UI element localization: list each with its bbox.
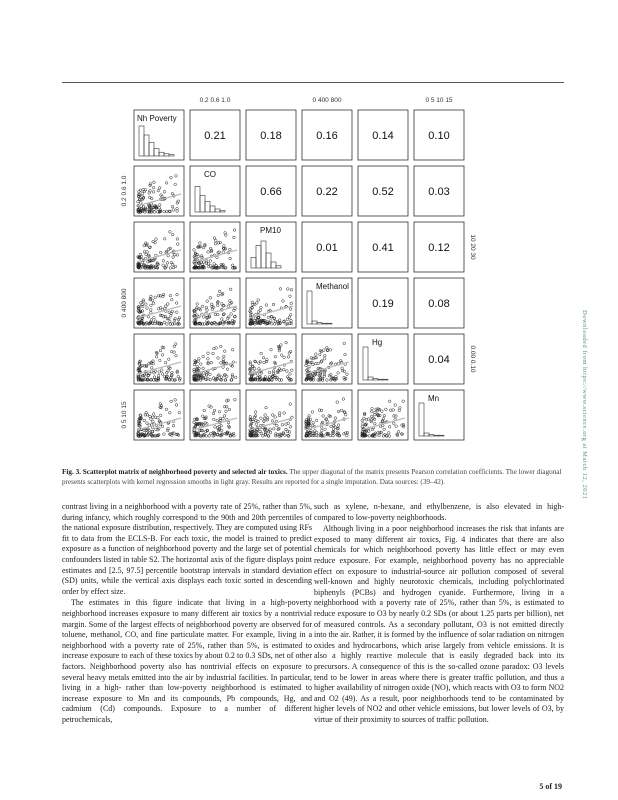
right-paragraph-1: such as xylene, n-hexane, and ethylbenzene, is also elevated in high- compared to low-poverty neighborhoods.: [314, 502, 564, 522]
matrix-panel: [190, 278, 240, 328]
variable-label: Nh Poverty: [137, 114, 177, 123]
scatterplot-matrix: [118, 92, 476, 460]
right-paragraph-2: Although living in a poor neighborhood increases the risk that infants are exposed to many different air toxics, Fig. 4 indicates that there are also chemicals for which neighborhood poverty has little effect or may even reduce exposure. For example, neighborhood poverty has no appreciable effect on exposure to industrial-source air pollution composed of several well-known and highly neurotoxic chemicals, including polychlorinated biphenyls (PCBs) and hydrogen cyanide. Furthermore, living in a neighborhood with a poverty rate of 25%, rather than 5%, is estimated to reduce exposure to O3 by nearly 0.2 SDs (or about 1.25 parts per billion), net of measured controls. As a secondary pollutant, O3 is not emitted directly into the air. Rather, it is formed by the influence of solar radiation on nitrogen oxides and hydrocarbons, which arise largely from vehicle emissions. It is also a highly reactive molecule that is easily degraded back into its precursors. A consequence of this is the so-called ozone paradox: O3 levels tend to be lower in areas where there is greater traffic pollution, and thus a higher availability of nitrogen oxide (NO), which reacts with O3 to form NO2 and O2 (49). As a result, poor neighborhoods tend to be contaminated by higher levels of NO2 and other vehicle emissions, but lower levels of O3, by virtue of their proximity to sources of traffic pollution.: [314, 524, 564, 724]
right-axis-ticks: 0.00 0.10: [469, 345, 476, 373]
correlation-value: 0.22: [316, 186, 338, 198]
download-watermark: Downloaded from https://www.science.org at March 12, 2021: [581, 310, 588, 500]
left-column: [62, 502, 312, 726]
page-number: 5 of 19: [539, 782, 562, 791]
variable-label: Methanol: [316, 282, 349, 291]
caption-label: Fig. 3. Scatterplot matrix of neighborhood poverty and selected air toxics.: [62, 468, 288, 476]
correlation-value: 0.01: [316, 242, 338, 254]
variable-label: Hg: [372, 338, 383, 347]
correlation-value: 0.66: [260, 186, 282, 198]
correlation-value: 0.21: [204, 130, 226, 142]
correlation-value: 0.03: [428, 186, 450, 198]
variable-label: CO: [204, 170, 216, 179]
left-axis-ticks: 0 5 10 15: [121, 401, 128, 429]
correlation-value: 0.10: [428, 130, 450, 142]
variable-label: Mn: [428, 394, 440, 403]
matrix-panel: [134, 222, 184, 272]
left-paragraph-2: The estimates in this figure indicate that living in a high-poverty neighborhood increases exposure to many different air toxics by a nontrivial margin. Some of the largest effects of neighborhood poverty are observed for toluene, methanol, CO, and fine particulate matter. For example, living in a neighborhood with a poverty rate of 25%, rather than 5%, is estimated to increase exposure to each of these toxics by about 0.2 to 0.3 SDs, net of other factors. Neighborhood poverty also has nontrivial effects on exposure to several heavy metals emitted into the air by industrial facilities. In particular, living in a high- rather than low-poverty neighborhood is estimated to increase exposure to Mn and its compounds, Pb compounds, Hg, and cadmium (Cd) compounds. Exposure to a number of different petrochemicals,: [62, 598, 312, 724]
left-axis-ticks: 0.2 0.6 1.0: [121, 175, 128, 207]
left-paragraph-1: contrast living in a neighborhood with a poverty rate of 25%, rather than 5%, during infancy, which roughly correspond to the 90th and 20th percentiles of the national exposure distribution, respectively. They are computed using RFs fit to data from the ECLS-B. For each toxic, the model is trained to predict exposure as a function of neighborhood poverty and the large set of potential confounders listed in table S2. The horizontal axis of the figure displays point estimates and [2.5, 97.5] percentile bootstrap intervals in standard deviation (SD) units, while the vertical axis displays each toxic sorted in descending order by effect size.: [62, 502, 312, 596]
right-axis-ticks: 10 20 30: [469, 234, 476, 260]
header-rule: [62, 82, 564, 83]
top-axis-ticks: 0 5 10 15: [425, 97, 453, 104]
matrix-panel: [358, 334, 408, 384]
correlation-value: 0.41: [372, 242, 394, 254]
correlation-value: 0.52: [372, 186, 394, 198]
correlation-value: 0.04: [428, 354, 450, 366]
correlation-value: 0.12: [428, 242, 450, 254]
caption-text: The upper diagonal of the matrix presents Pearson correlation coefficients. The lower diagonal presents scatterplots with kernel regression smooths in light gray. Results are reported for a single imputation. Data sources: (39–42).: [62, 468, 562, 486]
right-column: [314, 502, 564, 726]
correlation-value: 0.08: [428, 298, 450, 310]
correlation-value: 0.16: [316, 130, 338, 142]
correlation-value: 0.14: [372, 130, 394, 142]
correlation-value: 0.18: [260, 130, 282, 142]
variable-label: PM10: [260, 226, 281, 235]
figure-caption: [62, 467, 578, 487]
top-axis-ticks: 0 400 800: [312, 97, 342, 104]
correlation-value: 0.19: [372, 298, 394, 310]
left-axis-ticks: 0 400 800: [121, 288, 128, 318]
top-axis-ticks: 0.2 0.6 1.0: [199, 97, 231, 104]
